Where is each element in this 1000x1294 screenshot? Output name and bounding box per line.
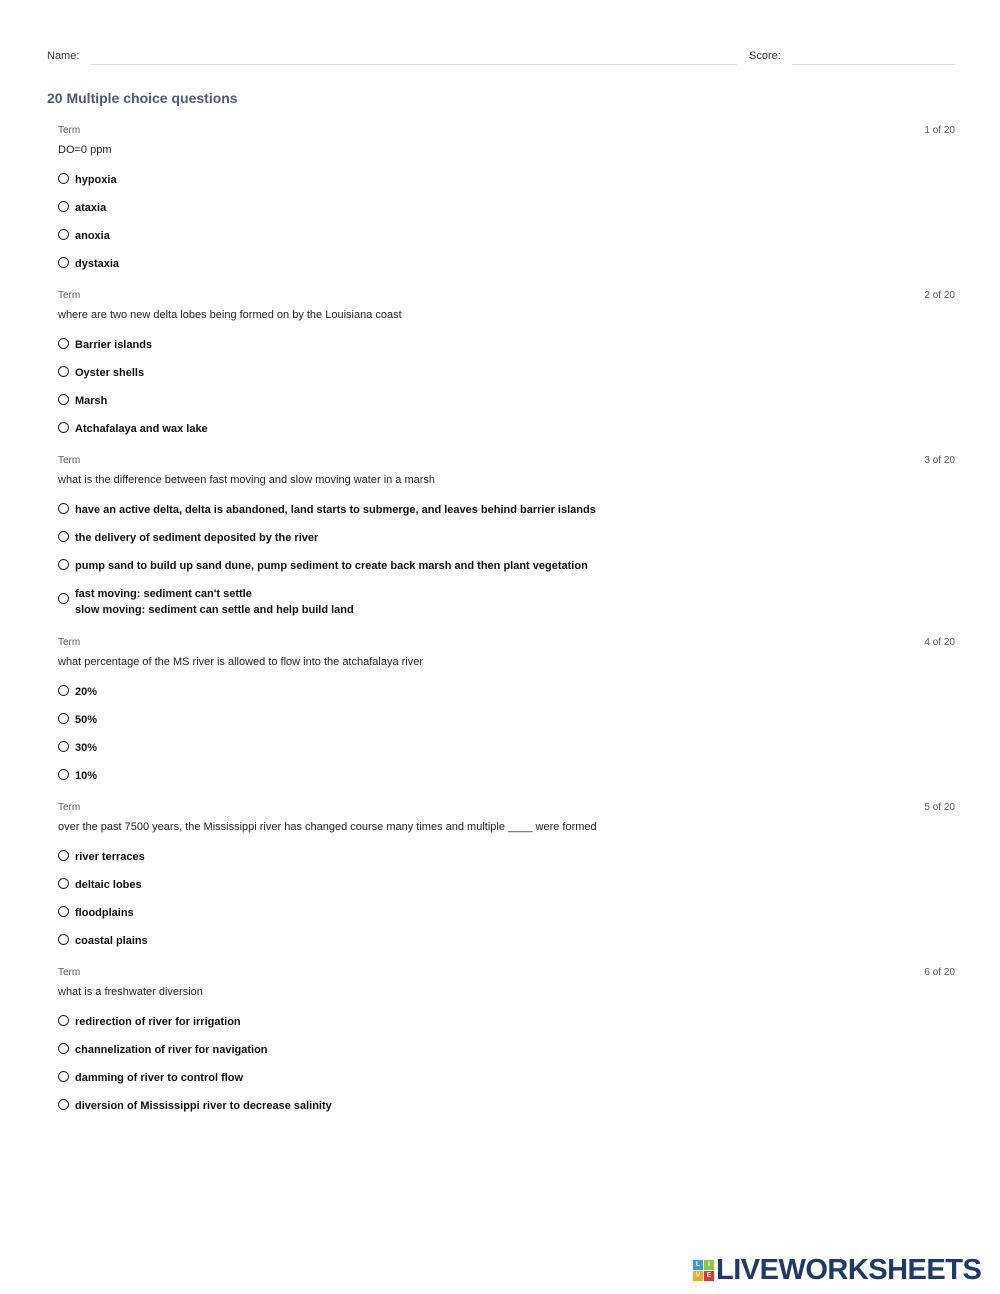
logo-mark-letter: V [693,1271,703,1281]
option-label: river terraces [75,851,145,863]
option-label: pump sand to build up sand dune, pump sediment to create back marsh and then plant vegetation [75,560,588,572]
answer-option[interactable] [58,931,955,959]
option-list [58,847,955,959]
radio-button[interactable] [58,1015,69,1026]
question-prompt: DO=0 ppm [58,144,112,156]
answer-option[interactable] [58,1096,955,1124]
question-card [58,125,955,290]
section-title: 20 Multiple choice questions [47,90,238,106]
radio-button[interactable] [58,173,69,184]
answer-option[interactable] [58,419,955,447]
option-list [58,682,955,794]
option-label: 50% [75,714,98,726]
radio-button[interactable] [58,366,69,377]
question-prompt: what is a freshwater diversion [58,986,203,998]
option-list [58,1012,955,1124]
option-label: floodplains [75,907,134,919]
radio-button[interactable] [58,503,69,514]
option-list [58,170,955,282]
term-label: Term [58,455,81,466]
answer-option[interactable] [58,556,955,584]
logo-mark-letter: E [704,1271,714,1281]
answer-option[interactable] [58,766,955,794]
radio-button[interactable] [58,878,69,889]
question-counter: 2 of 20 [924,290,955,301]
option-label: anoxia [75,230,110,242]
answer-option[interactable] [58,1040,955,1068]
answer-option[interactable] [58,198,955,226]
option-list [58,500,955,620]
score-label: Score: [749,50,781,62]
logo-mark-letter: I [704,1260,714,1270]
option-label: Barrier islands [75,339,153,351]
answer-option[interactable] [58,500,955,528]
answer-option[interactable] [58,363,955,391]
option-label: coastal plains [75,935,148,947]
question-counter: 3 of 20 [924,455,955,466]
radio-button[interactable] [58,531,69,542]
answer-option[interactable] [58,847,955,875]
radio-button[interactable] [58,934,69,945]
radio-button[interactable] [58,394,69,405]
radio-button[interactable] [58,422,69,433]
answer-option[interactable] [58,1012,955,1040]
question-card [58,637,955,802]
radio-button[interactable] [58,229,69,240]
radio-button[interactable] [58,201,69,212]
radio-button[interactable] [58,713,69,724]
option-label: redirection of river for irrigation [75,1016,241,1028]
answer-option[interactable] [58,528,955,556]
radio-button[interactable] [58,1099,69,1110]
option-label: have an active delta, delta is abandoned, land starts to submerge, and leaves behind barrier islands [75,504,596,516]
logo-text: LIVEWORKSHEETS [716,1254,982,1286]
answer-option[interactable] [58,226,955,254]
answer-option[interactable] [58,710,955,738]
radio-button[interactable] [58,685,69,696]
option-label: 20% [75,686,98,698]
option-label: ataxia [75,202,107,214]
answer-option[interactable] [58,875,955,903]
question-card [58,455,955,637]
radio-button[interactable] [58,1071,69,1082]
answer-option[interactable] [58,335,955,363]
answer-option[interactable] [58,738,955,766]
logo-mark-icon [693,1260,714,1281]
option-label: Oyster shells [75,367,145,379]
term-label: Term [58,967,81,978]
term-label: Term [58,290,81,301]
answer-option[interactable] [58,903,955,931]
radio-button[interactable] [58,741,69,752]
answer-option[interactable] [58,391,955,419]
term-label: Term [58,125,81,136]
name-field[interactable] [91,64,737,65]
answer-option[interactable] [58,170,955,198]
question-prompt: where are two new delta lobes being formed on by the Louisiana coast [58,309,402,321]
answer-option[interactable] [58,584,955,620]
question-counter: 1 of 20 [924,125,955,136]
question-prompt: over the past 7500 years, the Mississippi river has changed course many times and multiple ____ were formed [58,821,597,833]
option-label: Marsh [75,395,108,407]
radio-button[interactable] [58,257,69,268]
answer-option[interactable] [58,254,955,282]
question-prompt: what percentage of the MS river is allowed to flow into the atchafalaya river [58,656,424,668]
radio-button[interactable] [58,338,69,349]
question-counter: 5 of 20 [924,802,955,813]
option-label: fast moving: sediment can't settle slow moving: sediment can settle and help build land [75,588,354,616]
option-list [58,335,955,447]
answer-option[interactable] [58,1068,955,1096]
term-label: Term [58,637,81,648]
worksheet-header [47,48,955,68]
score-field[interactable] [792,64,955,65]
option-label: deltaic lobes [75,879,142,891]
option-label: damming of river to control flow [75,1072,244,1084]
option-label: channelization of river for navigation [75,1044,268,1056]
option-label: Atchafalaya and wax lake [75,423,208,435]
radio-button[interactable] [58,769,69,780]
question-prompt: what is the difference between fast moving and slow moving water in a marsh [58,474,436,486]
question-card [58,802,955,967]
question-counter: 4 of 20 [924,637,955,648]
radio-button[interactable] [58,593,69,604]
question-card [58,967,955,1132]
option-label: 30% [75,742,98,754]
radio-button[interactable] [58,906,69,917]
radio-button[interactable] [58,850,69,861]
liveworksheets-logo [693,1255,981,1285]
option-label: dystaxia [75,258,120,270]
answer-option[interactable] [58,682,955,710]
option-label: hypoxia [75,174,117,186]
term-label: Term [58,802,81,813]
question-card [58,290,955,455]
name-label: Name: [47,50,80,62]
option-label: 10% [75,770,98,782]
question-counter: 6 of 20 [924,967,955,978]
logo-mark-letter: L [693,1260,703,1270]
radio-button[interactable] [58,1043,69,1054]
radio-button[interactable] [58,559,69,570]
option-label: the delivery of sediment deposited by the river [75,532,319,544]
option-label: diversion of Mississippi river to decrease salinity [75,1100,332,1112]
question-list [58,125,955,1132]
